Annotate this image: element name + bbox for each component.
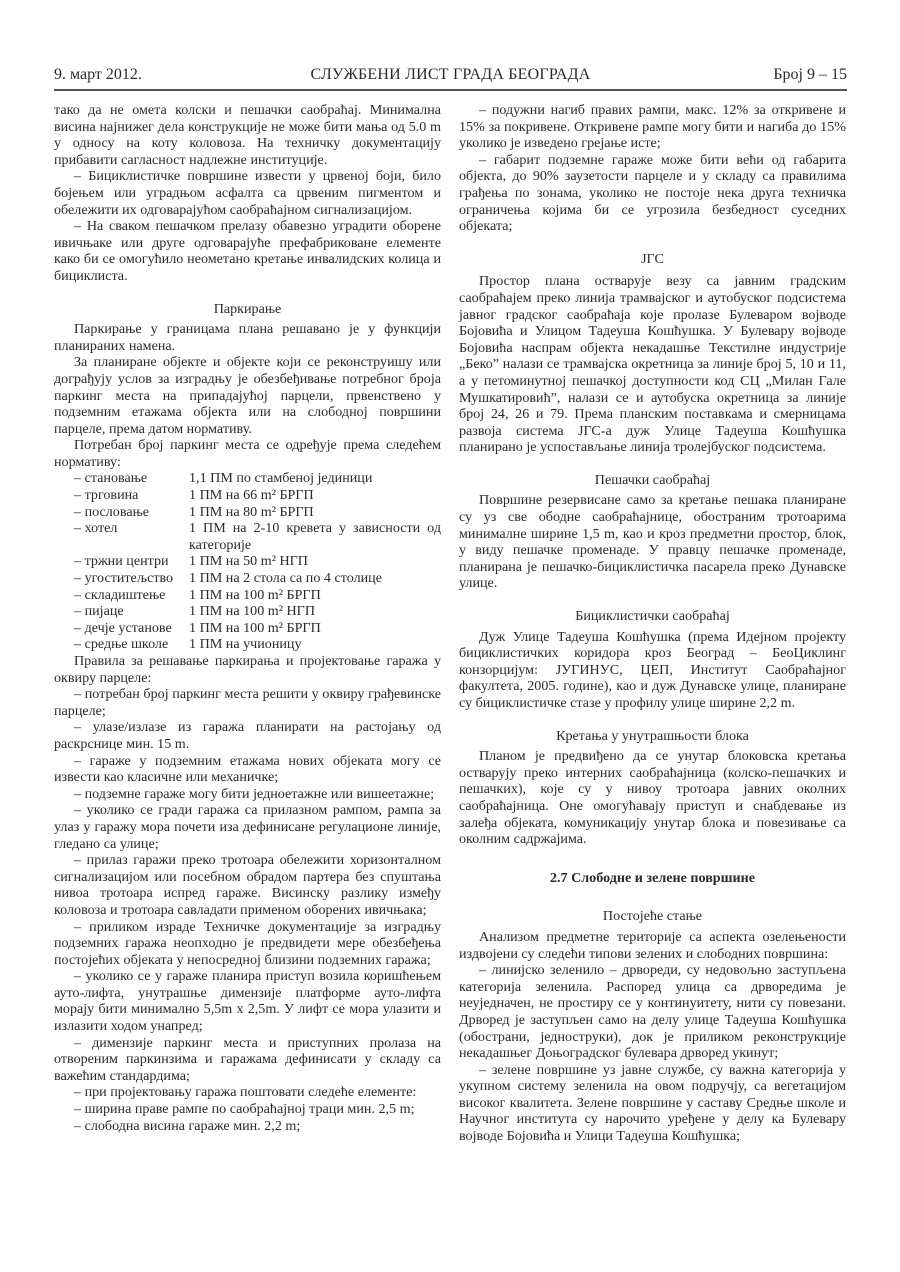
left-column — [54, 102, 441, 1134]
parking-norms-table — [74, 470, 461, 653]
subheading-existing-state: Постојеће стање — [602, 908, 703, 925]
list-item: – подземне гараже могу бити једноетажне или вишеетажне; — [74, 785, 435, 802]
list-item: – гараже у подземним етажама нових објеката могу се извести као класичне или механичке; — [54, 752, 441, 786]
list-item: – при пројектовању гаража поштовати следеће елементе: — [74, 1084, 417, 1101]
list-item: – потребан број паркинг места решити у оквиру грађевинске парцеле; — [54, 686, 441, 719]
norm-row: – угоститељство 1 ПМ на 2 стола са по 4 столице — [74, 570, 382, 587]
paragraph: тако да не омета колски и пешачки саобраћај. Минимална висина најнижег дела конструкције не може бити мања од 5.0 m у односу на коту коловоза. На техничку документацију прибавити сагласност надлежне институције. — [54, 102, 441, 168]
list-item: – прилаз гаражи преко тротоара обележити хоризонталном сигнализацијом или посебном обрадом партера без спуштања нивоа тротоара испред гараже. Висинску разлику између коловоза и тротоара савладати применом оборених ивичњака; — [54, 852, 441, 918]
paragraph: Анализом предметне територије са аспекта озелењености издвојени су следећи типови зелених и слободних површина: — [459, 928, 846, 962]
section-heading-pedestrian: Пешачки саобраћај — [594, 471, 711, 488]
norm-row: – трговина 1 ПМ на 66 m² БРГП — [74, 487, 314, 504]
section-heading-jgs: ЈГС — [641, 250, 664, 267]
norm-row: – пословање 1 ПМ на 80 m² БРГП — [74, 503, 314, 520]
paragraph: Дуж Улице Тадеуша Кошћушка (према Идејном пројекту бициклистичких коридора кроз Београд – БеоЦиклинг конзорцијум: ЈУГИНУС, ЦЕП, Институт Саобраћајног факултета, 2005. године), као и дуж Дунавске улице, планиране су бициклистичке стазе у профилу улице ширине 2,2 m. — [459, 628, 846, 711]
list-item: – уколико се гради гаража са прилазном рампом, рампа за улаз у гаражу мора почети иза дефинисане регулационе линије, гледано са улице; — [54, 802, 441, 852]
list-item: – габарит подземне гараже може бити већи од габарита објекта, до 90% заузетости парцеле и у складу са правилима грађења по зонама, уколико не постоје нека друга техничка ограничења којима би се угрозила безбедност суседних објеката; — [459, 151, 846, 235]
list-item: – уколико се у гараже планира приступ возила коришћењем ауто-лифта, унутрашње димензије платформе ауто-лифта морају бити минимално 5,5m x 2,5m. У лифт се мора улазити и излазити ходом унапред; — [54, 968, 441, 1035]
paragraph: – На сваком пешачком прелазу обавезно уградити оборене ивичњаке или друге одговарајуће префабриковане елементе како би се омогућило неометано кретање инвалидских колица и бициклиста. — [54, 218, 441, 284]
publication-title: СЛУЖБЕНИ ЛИСТ ГРАДА БЕОГРАДА — [310, 66, 591, 83]
section-heading-bicycle: Бициклистички саобраћај — [575, 608, 730, 625]
issue-date: 9. март 2012. — [54, 66, 142, 83]
right-column — [459, 102, 846, 1145]
list-item: – димензије паркинг места и приступних пролаза на отвореним паркинзима и гаражама дефинисати у складу са важећим стандардима; — [54, 1034, 441, 1084]
section-heading-parking: Паркирање — [213, 300, 282, 317]
list-item: – ширина праве рампе по саобраћајној траци мин. 2,5 m; — [74, 1101, 415, 1118]
norm-row: – складиштење 1 ПМ на 100 m² БРГП — [74, 586, 321, 603]
norm-row: – средње школе 1 ПМ на учионицу — [74, 636, 302, 653]
norm-row: – пијаце 1 ПМ на 100 m² НГП — [74, 603, 316, 620]
header-divider — [54, 89, 847, 91]
paragraph: Паркирање у границама плана решавано је у функцији планираних намена. — [54, 321, 441, 354]
page-header — [54, 66, 847, 86]
paragraph: Планом је предвиђено да се унутар блоковска кретања остварују преко интерних саобраћајница (колско-пешачких и пешачких), које су у нивоу тротоара јавних околних саобраћајница. Оне омогућавају приступ и снабдевање из залеђа објеката, комуникацију унутар блока и повезивање са околним садржајима. — [459, 748, 846, 848]
list-item: – приликом израде Техничке документације за изградњу подземних гаража неопходно је предвидети мере обезбеђења постојећих објеката у непосредној близини подземних гаража; — [54, 918, 441, 968]
paragraph: Простор плана остварује везу са јавним градским саобраћајем преко линија трамвајског и аутобуског подсистема јавног градског саобраћаја које пролазе Булеваром војводе Бојовића и Улицом Тадеуша Кошћушка. У Булевару војводе Бојовића наспрам објекта некадашње Текстилне индустрије „Беко” налази се трамвајска окретница за линије број 5, 10 и 11, а у петоминутној пешачкој доступности код СЦ „Милан Гале Мушкатировић”, налази се и аутобуска окретница за линије број 24, 26 и 79. Према планским поставкама и смерницама развоја система ЈГС-а дуж Улице Тадеуша Кошћушка планирано је успостављање линија тролејбуског подсистема. — [459, 273, 846, 456]
list-item: – линијско зеленило – дрвореди, су недовољно заступљена категорија зеленила. Распоред улица са дрворедима је неуједначен, не простиру се у континуитету, нити су повезани. Дрворед је заступљен само на делу улице Тадеуша Кошћушка (обострани, једноструки), док је приликом реконструкције некадашњег Доњоградског булевара дрворед укинут; — [459, 962, 846, 1062]
list-item: – улазе/излазе из гаража планирати на растојању од раскрснице мин. 15 m. — [54, 719, 441, 752]
paragraph: Правила за решавање паркирања и пројектовање гаража у оквиру парцеле: — [54, 653, 441, 686]
norm-row: – становање 1,1 ПМ по стамбеној јединици — [74, 470, 373, 487]
list-item: – зелене површине уз јавне службе, су важна категорија у укупном систему зеленила на овом подручју, са вегетацијом високог квалитета. Зелене површине у саставу Средње школе и Научног института су нарочито уређене у делу ка Булевару војводе Бојовића и Улици Тадеуша Кошћушка; — [459, 1061, 846, 1145]
section-heading-2-7: 2.7 Слободне и зелене површине — [549, 869, 756, 886]
list-item: – слободна висина гараже мин. 2,2 m; — [74, 1117, 301, 1134]
paragraph: – Бициклистичке површине извести у црвеној боји, било бојењем или уградњом асфалта са црвеним пигментом и обележити их одговарајућом саобраћајном сигнализацијом. — [54, 168, 441, 218]
norm-row: – хотел 1 ПМ на 2-10 кревета у зависности од категорије — [74, 520, 441, 553]
list-item: – подужни нагиб правих рампи, макс. 12% за откривене и 15% за покривене. Откривене рампе могу бити и нагиба до 15% уколико је изведено грејање исте; — [459, 102, 846, 152]
paragraph: Потребан број паркинг места се одређује према следећем нормативу: — [54, 437, 441, 470]
paragraph: Површине резервисане само за кретање пешака планиране су уз све ободне саобраћајнице, обостраним тротоарима минималне ширине 1,5 m, као и кроз предметни простор, блок, у виду пешачке променаде. У правцу пешачке променаде, планирана је пешачко-бициклистичка пасарела преко Дунавске улице. — [459, 492, 846, 592]
norm-row: – тржни центри 1 ПМ на 50 m² НГП — [74, 553, 308, 570]
section-heading-block-movement: Кретања у унутрашњости блока — [556, 727, 749, 744]
paragraph: За планиране објекте и објекте који се реконструишу или дограђују услов за изградњу је обезбеђивање потребног броја паркинг места на припадајућој парцели, првенствено у подземним етажама објекта или на слободној површини парцеле, према датом нормативу. — [54, 354, 441, 437]
issue-page-number: Број 9 – 15 — [773, 66, 847, 83]
norm-row: – дечје установе 1 ПМ на 100 m² БРГП — [74, 619, 321, 636]
